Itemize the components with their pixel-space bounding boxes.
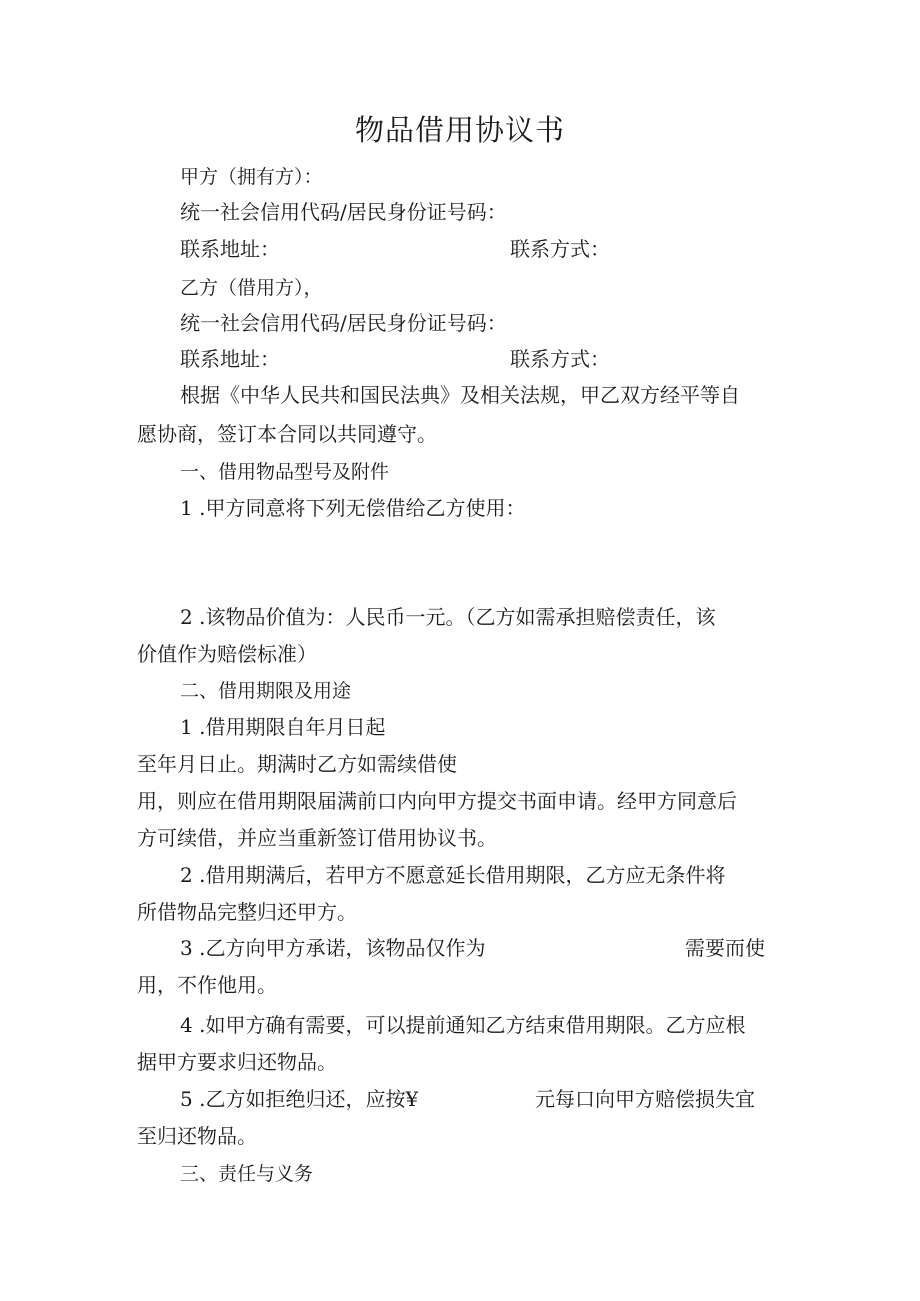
section-2-item-1-line-2: 至年月日止。期满时乙方如需续借使 bbox=[137, 752, 457, 776]
section-2-item-1-line-1: 1 .借用期限自年月日起 bbox=[180, 715, 386, 739]
preamble-line-2: 愿协商，签订本合同以共同遵守。 bbox=[137, 422, 437, 446]
party-b-id-label: 统一社会信用代码/居民身份证号码： bbox=[180, 311, 507, 335]
section-2-item-5-line-2: 至归还物品。 bbox=[137, 1124, 257, 1148]
section-2-item-5-line-1: 5 .乙方如拒绝归还，应按¥ bbox=[180, 1087, 419, 1111]
party-a-address-label: 联系地址： bbox=[180, 237, 280, 261]
section-3-title: 三、责任与义务 bbox=[180, 1163, 314, 1185]
section-2-item-2-line-1: 2 .借用期满后，若甲方不愿意延长借用期限，乙方应无条件将 bbox=[180, 863, 726, 887]
section-1-item-2-line-1: 2 .该物品价值为：人民币一元。（乙方如需承担赔偿责任，该 bbox=[180, 605, 716, 629]
section-1-title: 一、借用物品型号及附件 bbox=[180, 461, 390, 483]
section-2-item-5-line-1-end: 元每口向甲方赔偿损失宜 bbox=[535, 1087, 755, 1111]
party-b-address-label: 联系地址： bbox=[180, 347, 280, 371]
document-title: 物品借用协议书 bbox=[354, 113, 565, 147]
section-2-item-3-line-1: 3 .乙方向甲方承诺，该物品仅作为 bbox=[180, 936, 486, 960]
section-2-title: 二、借用期限及用途 bbox=[180, 680, 352, 702]
section-2-item-1-line-3: 用，则应在借用期限届满前口内向甲方提交书面申请。经甲方同意后 bbox=[137, 789, 737, 813]
section-2-item-3-line-2: 用，不作他用。 bbox=[137, 973, 277, 997]
party-a-heading: 甲方（拥有方）： bbox=[180, 166, 323, 188]
section-1-item-1: 1 .甲方同意将下列无偿借给乙方使用： bbox=[180, 496, 526, 520]
section-2-item-3-line-1-end: 需要而使 bbox=[685, 936, 765, 960]
section-1-item-2-line-2: 价值作为赔偿标准） bbox=[137, 642, 317, 666]
party-b-heading: 乙方（借用方）， bbox=[180, 277, 323, 299]
section-2-item-2-line-2: 所借物品完整归还甲方。 bbox=[137, 900, 357, 924]
section-2-item-1-line-4: 方可续借，并应当重新签订借用协议书。 bbox=[137, 826, 497, 850]
section-2-item-4-line-1: 4 .如甲方确有需要，可以提前通知乙方结束借用期限。乙方应根 bbox=[180, 1013, 746, 1037]
party-b-contact-label: 联系方式： bbox=[510, 347, 610, 371]
section-2-item-4-line-2: 据甲方要求归还物品。 bbox=[137, 1050, 337, 1074]
party-a-id-label: 统一社会信用代码/居民身份证号码： bbox=[180, 200, 507, 224]
preamble-line-1: 根据《中华人民共和国民法典》及相关法规，甲乙双方经平等自 bbox=[180, 383, 740, 407]
party-a-contact-label: 联系方式： bbox=[510, 237, 610, 261]
